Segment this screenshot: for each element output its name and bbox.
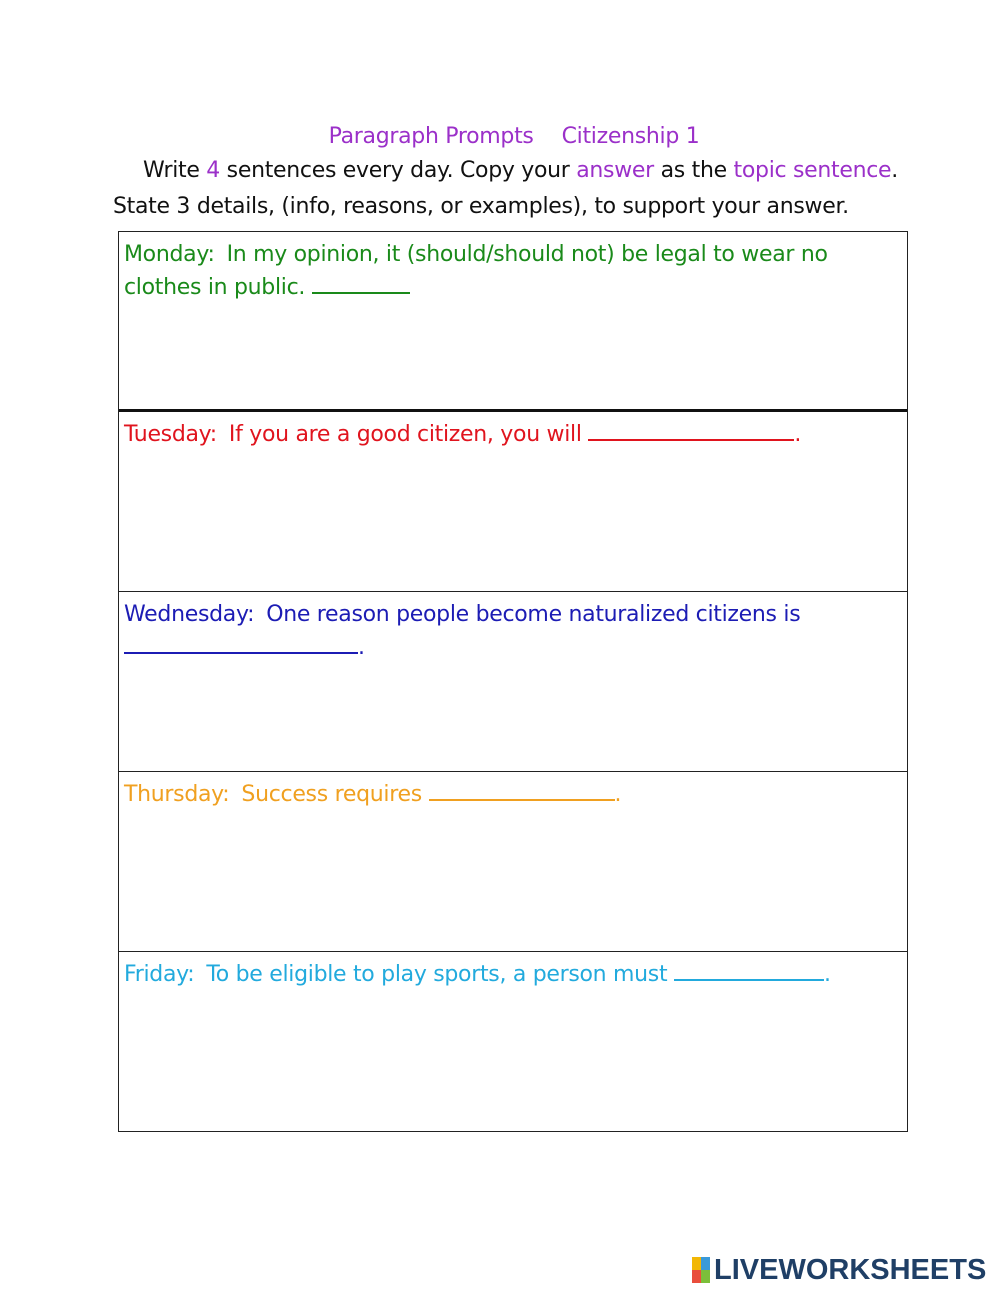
answer-blank[interactable] bbox=[124, 632, 358, 654]
worksheet-title bbox=[0, 124, 1000, 149]
wednesday-box[interactable] bbox=[119, 592, 907, 772]
day-label: Thursday: bbox=[124, 782, 230, 807]
tuesday-box[interactable] bbox=[119, 412, 907, 592]
monday-prompt bbox=[124, 238, 877, 304]
sentence-count: 4 bbox=[206, 158, 220, 183]
instruction-line-1: Write 4 sentences every day. Copy your answer as the topic sentence. bbox=[143, 158, 898, 183]
answer-blank[interactable] bbox=[429, 779, 615, 801]
prompt-table bbox=[118, 231, 908, 1132]
monday-box[interactable] bbox=[119, 232, 907, 412]
liveworksheets-logo bbox=[692, 1255, 986, 1285]
thursday-box[interactable] bbox=[119, 772, 907, 952]
logo-mark-icon bbox=[692, 1257, 710, 1283]
prompt-text: In my opinion, it (should/should not) be legal to wear no clothes in public. bbox=[124, 242, 828, 300]
prompt-text: Success requires bbox=[241, 782, 429, 807]
day-label: Monday: bbox=[124, 242, 215, 267]
prompt-text: To be eligible to play sports, a person must bbox=[206, 962, 674, 987]
answer-blank[interactable] bbox=[588, 419, 794, 441]
prompt-text: If you are a good citizen, you will bbox=[228, 422, 589, 447]
instruction-line-2: State 3 details, (info, reasons, or examples), to support your answer. bbox=[113, 194, 849, 219]
answer-keyword: answer bbox=[576, 158, 654, 183]
day-label: Friday: bbox=[124, 962, 195, 987]
logo-text: LIVEWORKSHEETS bbox=[714, 1253, 987, 1286]
day-label: Wednesday: bbox=[124, 602, 255, 627]
wednesday-prompt: Wednesday: One reason people become naturalized citizens is . bbox=[124, 602, 801, 660]
day-label: Tuesday: bbox=[124, 422, 217, 447]
title-left: Paragraph Prompts bbox=[328, 124, 534, 149]
friday-prompt: Friday: To be eligible to play sports, a person must . bbox=[124, 958, 903, 991]
tuesday-prompt: Tuesday: If you are a good citizen, you will . bbox=[124, 418, 877, 451]
topic-sentence-keyword: topic sentence bbox=[733, 158, 892, 183]
friday-box[interactable] bbox=[119, 952, 907, 1132]
prompt-text: One reason people become naturalized citizens is bbox=[266, 602, 801, 627]
title-right: Citizenship 1 bbox=[561, 124, 700, 149]
answer-blank[interactable] bbox=[674, 959, 824, 981]
answer-blank[interactable] bbox=[312, 272, 410, 294]
thursday-prompt: Thursday: Success requires . bbox=[124, 778, 877, 811]
